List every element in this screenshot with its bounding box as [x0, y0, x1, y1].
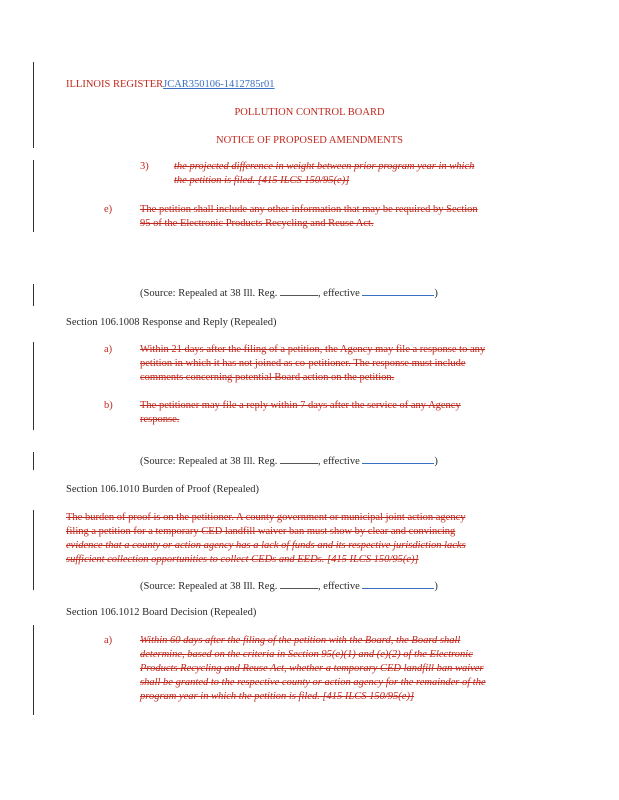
- item-number: a): [104, 635, 113, 646]
- section-heading: Section 106.1008 Response and Reply (Repealed): [66, 317, 277, 328]
- reg-blank: [280, 588, 318, 589]
- item-number: a): [104, 344, 113, 355]
- item-e-line: 95 of the Electronic Products Recycling and Reuse Act.: [140, 218, 374, 229]
- change-bar: [33, 510, 34, 590]
- section-1010-line: sufficient collection opportunities to collect CEDs and EEDs. [415 ILCS 150/95(e)]: [66, 554, 419, 565]
- item-number: 3): [140, 161, 149, 172]
- date-blank: [362, 463, 434, 464]
- section-1012-a-line: Within 60 days after the filing of the petition with the Board, the Board shall: [140, 635, 461, 646]
- change-bar: [33, 625, 34, 715]
- section-1012-a-line: determine, based on the criteria in Section 95(e)(1) and (e)(2) of the Electronic: [140, 649, 473, 660]
- item-number: b): [104, 400, 113, 411]
- source-note: [140, 580, 438, 594]
- source-end: ): [434, 581, 438, 592]
- source-mid: , effective: [317, 288, 363, 299]
- notice-title: NOTICE OF PROPOSED AMENDMENTS: [216, 135, 403, 146]
- reg-blank: [280, 463, 318, 464]
- change-bar: [33, 452, 34, 470]
- register-title: ILLINOIS REGISTER: [66, 79, 164, 90]
- source-note: [140, 287, 438, 301]
- source-prefix: (Source: Repealed at 38 Ill. Reg.: [140, 456, 280, 467]
- item-3-line: the projected difference in weight between prior program year in which: [174, 161, 475, 172]
- section-1008-b-line: The petitioner may file a reply within 7 days after the service of any Agency: [140, 400, 461, 411]
- reg-blank: [280, 295, 318, 296]
- source-end: ): [434, 456, 438, 467]
- section-1010-line: The burden of proof is on the petitioner. A county government or municipal joint action agency: [66, 512, 466, 523]
- item-e-line: The petition shall include any other information that may be required by Section: [140, 204, 478, 215]
- date-blank: [362, 588, 434, 589]
- source-end: ): [434, 288, 438, 299]
- section-1008-a-line: comments concerning potential Board action on the petition.: [140, 372, 395, 383]
- source-mid: , effective: [317, 581, 363, 592]
- date-blank: [362, 295, 434, 296]
- section-1010-line: filing a petition for a temporary CED landfill waiver ban must show by clear and convincing: [66, 526, 456, 537]
- source-note: [140, 455, 438, 469]
- section-1008-a-line: petition in which it has not joined as co-petitioner. The response must include: [140, 358, 466, 369]
- change-bar: [33, 284, 34, 306]
- source-prefix: (Source: Repealed at 38 Ill. Reg.: [140, 581, 280, 592]
- section-1012-a-line: Products Recycling and Reuse Act, whether a temporary CED landfill ban waiver: [140, 663, 484, 674]
- source-mid: , effective: [317, 456, 363, 467]
- change-bar: [33, 160, 34, 232]
- section-1012-a-line: program year in which the petition is filed. [415 ILCS 150/95(e)]: [140, 691, 415, 702]
- section-1008-a-line: Within 21 days after the filing of a petition, the Agency may file a response to any: [140, 344, 486, 355]
- section-1010-line: evidence that a county or action agency has a lack of funds and its respective jurisdiction lacks: [66, 540, 466, 551]
- source-prefix: (Source: Repealed at 38 Ill. Reg.: [140, 288, 280, 299]
- section-1012-a-line: shall be granted to the respective county or action agency for the remainder of the: [140, 677, 486, 688]
- section-1008-b-line: response.: [140, 414, 180, 425]
- item-number: e): [104, 204, 113, 215]
- doc-id-link[interactable]: JCAR350106-1412785r01: [163, 79, 275, 90]
- board-title: POLLUTION CONTROL BOARD: [234, 107, 385, 118]
- change-bar: [33, 342, 34, 430]
- item-3-line: the petition is filed. [415 ILCS 150/95(e)]: [174, 175, 350, 186]
- register-header: [66, 78, 275, 92]
- section-heading: Section 106.1012 Board Decision (Repealed): [66, 607, 257, 618]
- section-heading: Section 106.1010 Burden of Proof (Repealed): [66, 484, 260, 495]
